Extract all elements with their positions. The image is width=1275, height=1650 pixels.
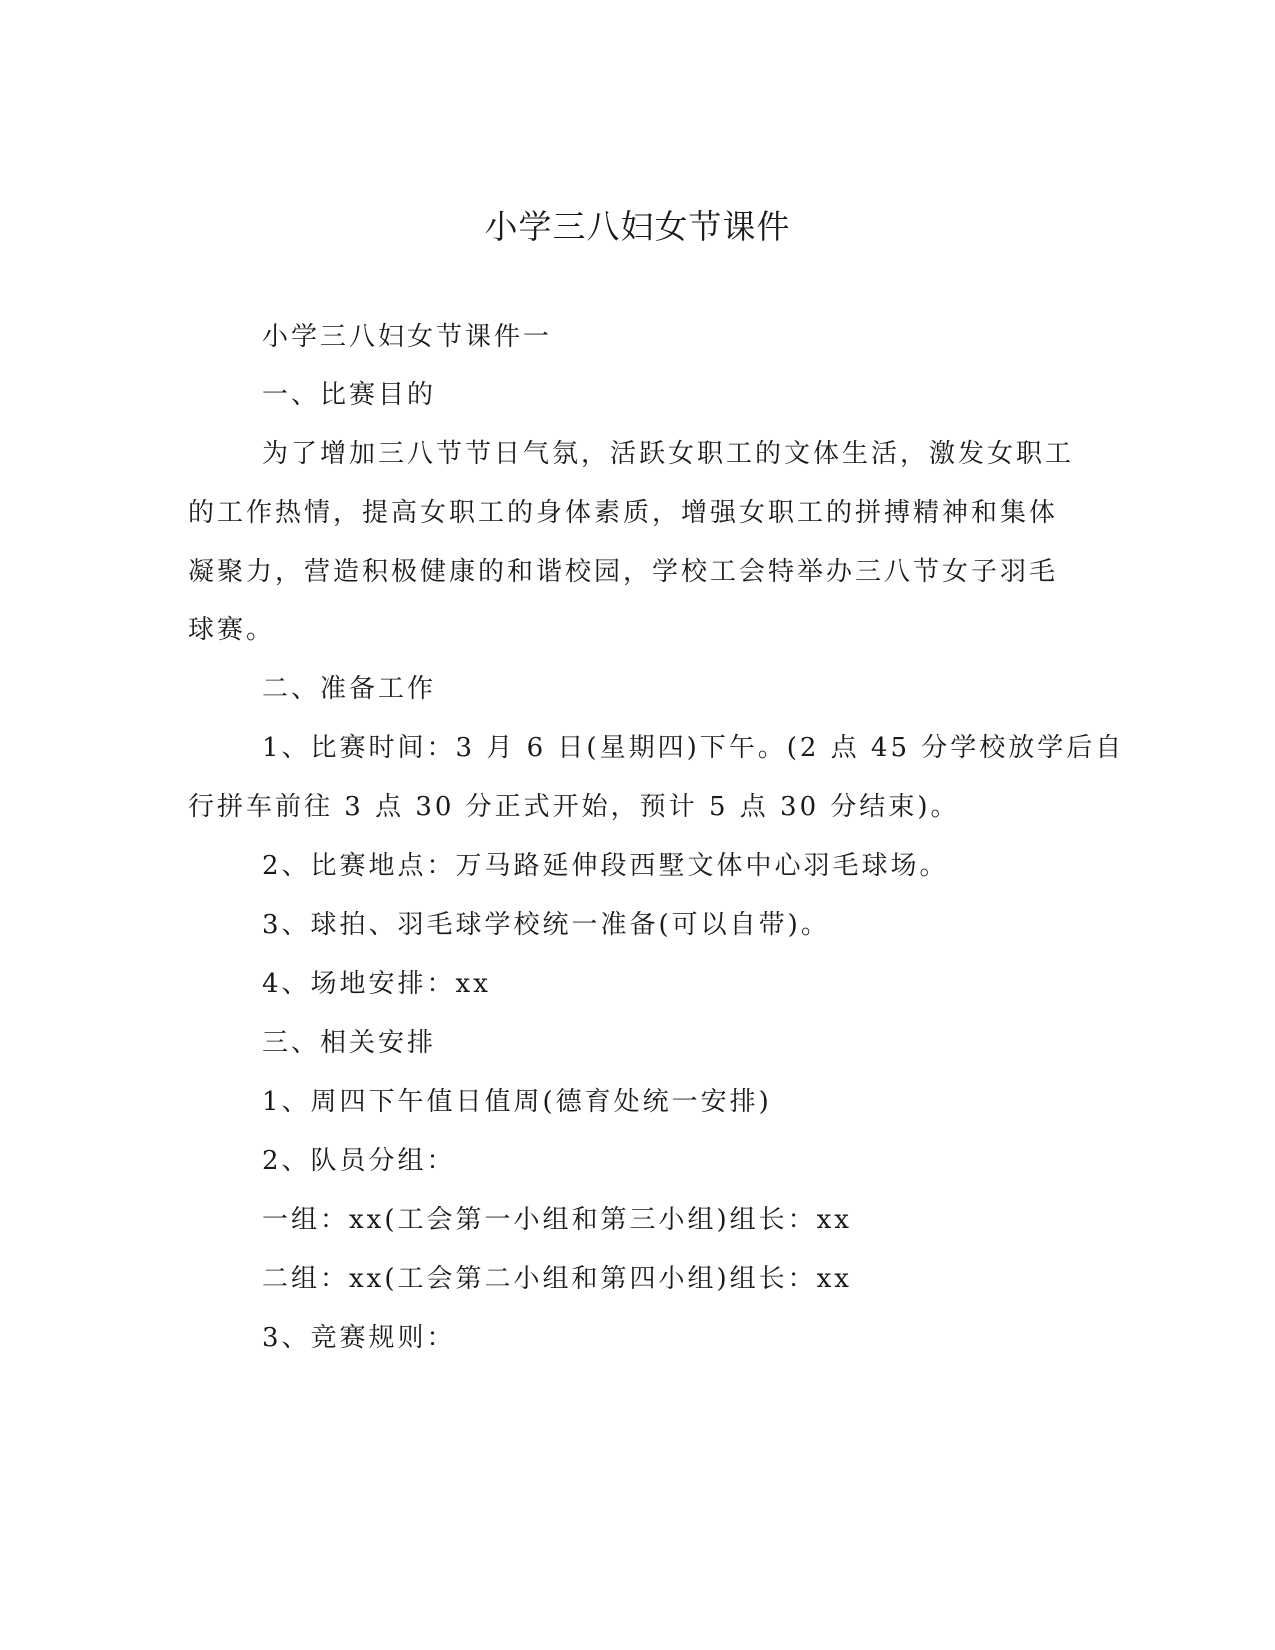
section2-item3: 3、球拍、羽毛球学校统一准备(可以自带)。: [262, 910, 830, 940]
section1-paragraph-line-1: 为了增加三八节节日气氛，活跃女职工的文体生活，激发女职工: [262, 439, 1075, 469]
section1-paragraph-line-4: 球赛。: [188, 615, 276, 645]
section3-group1: 一组：xx(工会第一小组和第三小组)组长：xx: [262, 1205, 852, 1235]
section2-item4: 4、场地安排：xx: [262, 969, 491, 999]
section2-item2: 2、比赛地点：万马路延伸段西墅文体中心羽毛球场。: [262, 851, 949, 881]
section2-item1-line-2: 行拼车前往 3 点 30 分正式开始，预计 5 点 30 分结束)。: [188, 792, 960, 822]
section3-item1: 1、周四下午值日值周(德育处统一安排): [262, 1087, 772, 1117]
section2-item1-line-1: 1、比赛时间：3 月 6 日(星期四)下午。(2 点 45 分学校放学后自: [262, 733, 1125, 763]
section3-item2: 2、队员分组：: [262, 1146, 456, 1176]
section2-heading: 二、准备工作: [262, 674, 437, 704]
section1-paragraph-line-3: 凝聚力，营造积极健康的和谐校园，学校工会特举办三八节女子羽毛: [188, 557, 1059, 587]
document-title: 小学三八妇女节课件: [484, 207, 791, 246]
section1-heading: 一、比赛目的: [262, 380, 437, 410]
section1-paragraph-line-2: 的工作热情，提高女职工的身体素质，增强女职工的拼搏精神和集体: [188, 498, 1059, 528]
document-subtitle: 小学三八妇女节课件一: [262, 322, 553, 352]
section3-item3: 3、竞赛规则：: [262, 1323, 456, 1353]
section3-group2: 二组：xx(工会第二小组和第四小组)组长：xx: [262, 1264, 852, 1294]
section3-heading: 三、相关安排: [262, 1028, 437, 1058]
